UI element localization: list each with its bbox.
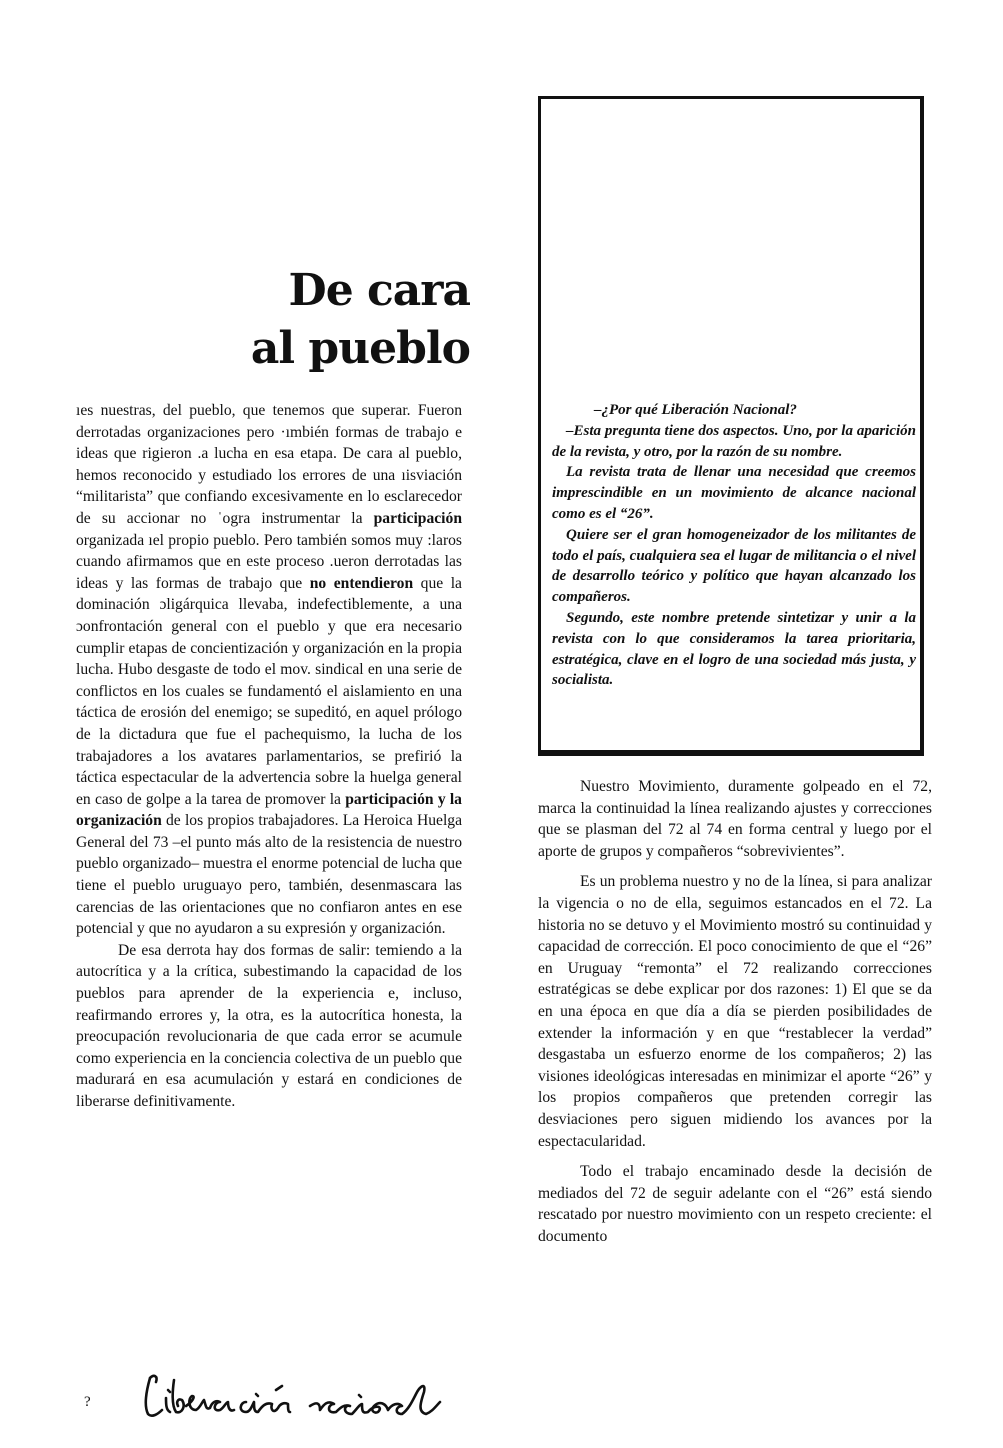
box-answer-intro: –Esta pregunta tiene dos aspectos. Uno, por la aparición de la revista, y otro, por la razón de su nombre. xyxy=(552,422,916,460)
text-run: que la dominación ɔligárquica llevaba, indefectiblemente, a una ɔonfrontación general con el pueblo y que era necesario cumplir etapas de concientización y organización en la propia lucha. Hubo desgaste de todo el mov. sindical en una serie de conflictos en los cuales se fundamentó el aislamiento en una táctica de erosión del enemigo; se supeditó, en aquel prólogo de la dictadura que fue el pachequismo, la lucha de los trabajadores a los avatares parlamentarios, se prefirió la táctica espectacular de la advertencia sobre la huelga general en caso de golpe a la tarea de promover la xyxy=(76,574,462,808)
box-paragraph-2: Quiere ser el gran homogeneizador de los militantes de todo el país, cualquiera sea el lugar de militancia o el nivel de desarrollo teórico y político que hayan alcanzado los compañeros. xyxy=(552,526,916,606)
box-question: –¿Por qué Liberación Nacional? xyxy=(594,402,797,418)
left-paragraph-2: De esa derrota hay dos formas de salir: temiendo a la autocrítica y a la crítica, subestimando la capacidad de los pueblos para aprender de la experiencia e, incluso, reafirmando errores y, la otra, es la autocrítica honesta, la preocupación revolucionaria de que cada error se acumule como experiencia en la conciencia colectiva de un pueblo que madurará en esa acumulación y estará en condiciones de liberarse definitivamente. xyxy=(76,941,462,1110)
handwritten-signature xyxy=(140,1366,470,1430)
page-number: ? xyxy=(84,1394,91,1410)
bold-run: no entendieron xyxy=(309,574,414,592)
right-paragraph-2: Es un problema nuestro y no de la línea, si para analizar la vigencia o no de ella, seguimos estancados en el 72. La historia no se detuvo y el Movimiento mostró su continuidad y capacidad de corrección. El poco conocimiento de que el “26” en Uruguay “remonta” el 72 realizando correcciones estratégicas se debe explicar por dos razones: 1) El que se da en una época en que día a día se pierden posibilidades de extender la información y en que “restablecer la verdad” desgastaba un esfuerzo enorme de los compañeros; 2) las visiones ideológicas interesadas en minimizar el aporte “26” y los propios compañeros que pretenden corregir las desviaciones pero siguen midiendo los avances por la espectacularidad. xyxy=(538,873,932,1150)
text-run: ıes nuestras, del pueblo, que tenemos que superar. Fueron derrotadas organizaciones pero ·ımbién formas de trabajo e ideas que rigieron .a lucha en esa etapa. De cara al pueblo, hemos reconocido y estudiado los errores de una ıisviación “militarista” que confiando excesivamente en lo esclarecedor de su accionar no ˈogra instrumentar la xyxy=(76,402,462,527)
bold-run: participación xyxy=(373,509,462,527)
title-line-1: De cara xyxy=(288,265,470,316)
box-paragraph-1: La revista trata de llenar una necesidad que creemos imprescindible en un movimiento de alcance nacional como es el “26”. xyxy=(552,464,916,522)
right-column xyxy=(538,776,932,1247)
bold-run: participación y la organización xyxy=(76,790,462,830)
title-line-2: al pueblo xyxy=(250,323,470,374)
left-column xyxy=(76,400,462,1113)
right-paragraph-1: Nuestro Movimiento, duramente golpeado en el 72, marca la continuidad la línea realizando ajustes y correcciones que se plasman del 72 al 74 en forma central y luego por el aporte de grupos y compañeros “sobrevivientes”. xyxy=(538,778,932,860)
right-paragraph-3: Todo el trabajo encaminado desde la decisión de mediados del 72 de seguir adelante con el “26” está siendo rescatado por nuestro movimiento con un respeto creciente: el documento xyxy=(538,1163,932,1245)
sidebar-box-text xyxy=(552,400,916,691)
article-title xyxy=(240,262,470,378)
box-paragraph-3: Segundo, este nombre pretende sintetizar y unir a la revista con lo que consideramos la tarea prioritaria, estratégica, clave en el logro de una sociedad más justa, y socialista. xyxy=(552,609,916,689)
text-run: de los propios trabajadores. La Heroica Huelga General del 73 –el punto más alto de la resistencia de nuestro pueblo organizado– muestra el enorme potencial de lucha que tiene el pueblo uruguayo pero, también, desenmascara las carencias de las orientaciones que no confiaron antes en ese potencial y que no ayudaron a su expresión y organización. xyxy=(76,812,462,938)
text-run: organizada ıel propio pueblo. Pero también somos muy :laros cuando afirmamos que en este proceso .ueron derrotadas las ideas y las formas de trabajo que xyxy=(76,531,462,592)
left-paragraph-1 xyxy=(76,400,462,940)
